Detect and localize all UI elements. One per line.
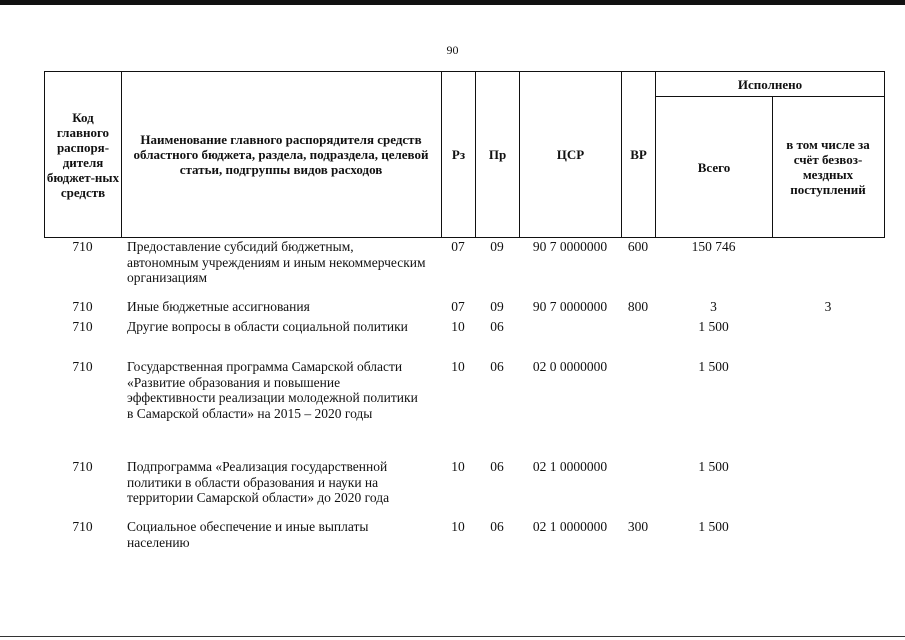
row-vr: 800 <box>627 299 649 314</box>
header-vline-7 <box>772 96 773 238</box>
row-pr: 06 <box>490 519 504 534</box>
row-rz: 07 <box>451 239 465 254</box>
row-free: 3 <box>824 299 832 314</box>
row-csr: 02 0 0000000 <box>532 359 608 374</box>
row-total: 1 500 <box>698 319 729 334</box>
row-pr: 09 <box>490 239 504 254</box>
row-rz: 07 <box>451 299 465 314</box>
bottom-border <box>0 636 905 637</box>
header-code: Код главного распоря-дителя бюджет-ных средств <box>46 109 120 200</box>
header-bottom-line <box>44 237 884 238</box>
row-total: 3 <box>710 299 717 314</box>
row-csr: 90 7 0000000 <box>532 239 608 254</box>
row-total: 150 746 <box>691 239 736 254</box>
row-vr: 600 <box>627 239 649 254</box>
row-pr: 06 <box>490 319 504 334</box>
row-total: 1 500 <box>698 359 729 374</box>
header-executed: Исполнено <box>737 76 803 92</box>
row-vr: 300 <box>627 519 649 534</box>
header-free-receipts: в том числе за счёт безвоз-мездных поступлений <box>786 137 870 197</box>
row-name: Государственная программа Самарской области «Развитие образования и повышение эффективности реализации молодежной политики в Самарской области» на 2015 – 2020 годы <box>127 359 418 421</box>
row-total: 1 500 <box>698 519 729 534</box>
row-code: 710 <box>72 359 93 374</box>
row-csr: 02 1 0000000 <box>532 519 608 534</box>
header-rz: Рз <box>451 147 466 162</box>
page-number: 90 <box>446 43 459 57</box>
row-total: 1 500 <box>698 459 729 474</box>
row-code: 710 <box>72 299 93 314</box>
header-vline-8 <box>884 71 885 238</box>
header-csr: ЦСР <box>556 147 585 162</box>
row-code: 710 <box>72 459 93 474</box>
row-csr: 90 7 0000000 <box>532 299 608 314</box>
row-rz: 10 <box>451 519 465 534</box>
row-rz: 10 <box>451 319 465 334</box>
header-vline-1 <box>121 71 122 238</box>
row-name: Социальное обеспечение и иные выплаты населению <box>127 519 369 550</box>
top-border <box>0 0 905 5</box>
row-code: 710 <box>72 319 93 334</box>
row-code: 710 <box>72 519 93 534</box>
row-code: 710 <box>72 239 93 254</box>
header-vr: ВР <box>630 147 647 162</box>
row-pr: 06 <box>490 459 504 474</box>
row-pr: 09 <box>490 299 504 314</box>
row-name: Подпрограмма «Реализация государственной политики в области образования и науки на территории Самарской области» до 2020 года <box>127 459 390 505</box>
header-pr: Пр <box>488 147 507 162</box>
row-pr: 06 <box>490 359 504 374</box>
row-name: Иные бюджетные ассигнования <box>127 299 310 314</box>
row-csr: 02 1 0000000 <box>532 459 608 474</box>
row-rz: 10 <box>451 459 465 474</box>
header-total: Всего <box>697 159 731 175</box>
row-name: Предоставление субсидий бюджетным, автономным учреждениям и иным некоммерческим организациям <box>127 239 426 285</box>
row-name: Другие вопросы в области социальной политики <box>127 319 408 334</box>
header-name: Наименование главного распорядителя средств областного бюджета, раздела, подраздела, целевой статьи, подгруппы видов расходов <box>133 132 429 177</box>
row-rz: 10 <box>451 359 465 374</box>
